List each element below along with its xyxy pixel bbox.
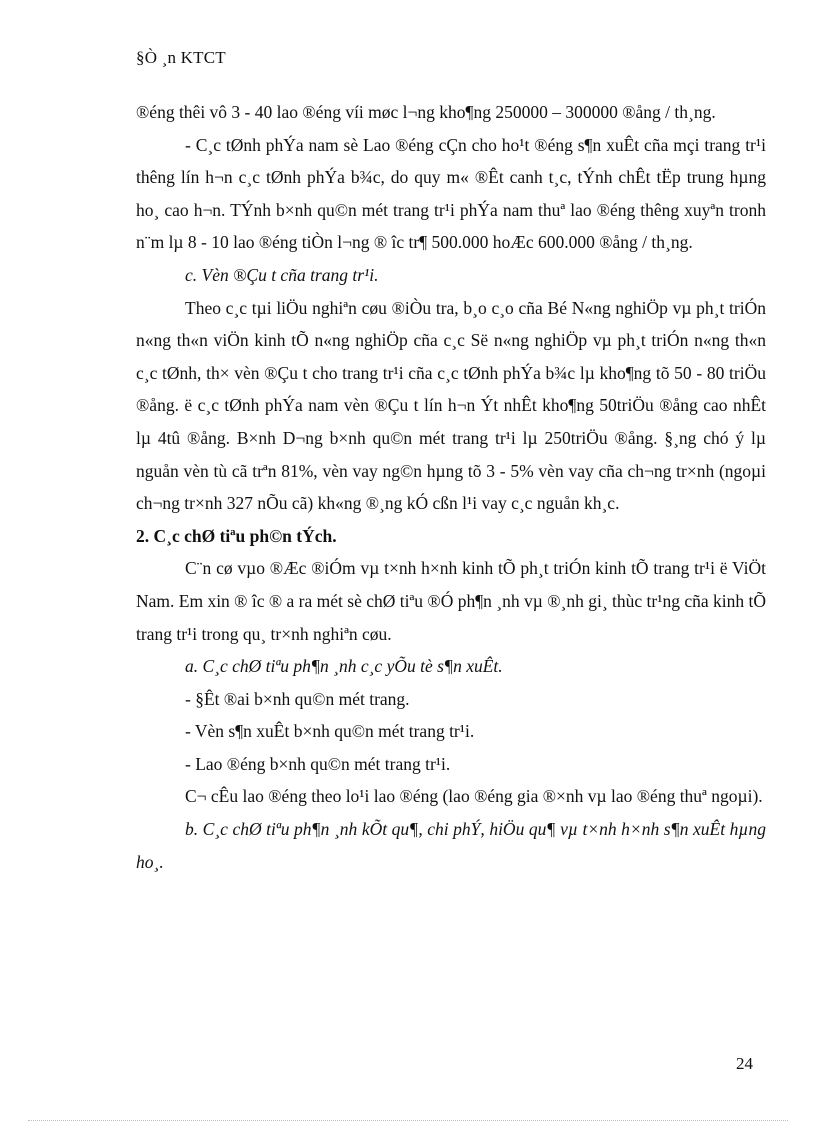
- list-item: - §Êt ®ai b×nh qu©n mét trang.: [185, 688, 410, 709]
- list-item: - Vèn s¶n xuÊt b×nh qu©n mét trang tr¹i.: [185, 721, 475, 742]
- list-item: - Lao ®éng b×nh qu©n mét trang tr¹i.: [185, 753, 451, 774]
- paragraph: ®éng thêi vô 3 - 40 lao ®éng víi møc l¬ng kho¶ng 250000 – 300000 ®ång / th¸ng.: [136, 102, 716, 122]
- section-subheading: b. C¸c chØ tiªu ph¶n ¸nh kÕt qu¶, chi phÝ, hiÖu qu¶ vµ t×nh h×nh s¶n xuÊt hµng ho¸.: [136, 819, 766, 872]
- paragraph: - C¸c tØnh phÝa nam sè Lao ®éng cÇn cho ho¹t ®éng s¶n xuÊt cña mçi trang tr¹i thêng lín h¬n c¸c tØnh phÝa b¾c, do quy m« ®Êt canh t¸c, tÝnh chÊt tËp trung hµng ho¸ cao h¬n. TÝnh b×nh qu©n mét trang tr¹i phÝa nam thuª lao ®éng thêng xuyªn tronh n¨m lµ 8 - 10 lao ®éng tiÒn l¬ng ® îc tr¶ 500.000 hoÆc 600.000 ®ång / th¸ng.: [136, 134, 766, 253]
- section-subheading: a. C¸c chØ tiªu ph¶n ¸nh c¸c yÕu tè s¶n xuÊt.: [185, 656, 503, 677]
- section-subheading: c. Vèn ®Çu t cña trang tr¹i.: [185, 264, 379, 285]
- section-heading: 2. C¸c chØ tiªu ph©n tÝch.: [136, 525, 337, 546]
- page-number: 24: [736, 1054, 753, 1073]
- footer-divider: [28, 1120, 788, 1121]
- paragraph: C¨n cø vµo ®Æc ®iÓm vµ t×nh h×nh kinh tÕ ph¸t triÓn kinh tÕ trang tr¹i ë ViÖt Nam. Em xin ® îc ® a ra mét sè chØ tiªu ®Ó ph¶n ¸nh vµ ®¸nh gi¸ thùc tr¹ng cña kinh tÕ trang tr¹i trong qu¸ tr×nh nghiªn cøu.: [136, 558, 766, 644]
- document-body: [136, 96, 766, 878]
- page-header: §Ò ¸n KTCT: [136, 48, 226, 67]
- paragraph: Theo c¸c tµi liÖu nghiªn cøu ®iÒu tra, b¸o c¸o cña Bé N«ng nghiÖp vµ ph¸t triÓn n«ng th«n viÖn kinh tÕ n«ng nghiÖp cña c¸c Së n«ng nghiÖp vµ ph¸t triÓn n«ng th«n c¸c tØnh, th× vèn ®Çu t cho trang tr¹i cña c¸c tØnh phÝa b¾c lµ kho¶ng tõ 50 - 80 triÖu ®ång. ë c¸c tØnh phÝa nam vèn ®Çu t lín h¬n Ýt nhÊt kho¶ng 50triÖu ®ång cao nhÊt lµ 4tû ®ång. B×nh D¬ng b×nh qu©n mét trang tr¹i lµ 250triÖu ®ång. §¸ng chó ý lµ nguån vèn tù cã trªn 81%, vèn vay ng©n hµng tõ 3 - 5% vèn vay cña ch¬ng tr×nh (ngoµi ch¬ng tr×nh 327 nÕu cã) kh«ng ®¸ng kÓ cßn l¹i vay c¸c nguån kh¸c.: [136, 297, 766, 514]
- paragraph: C¬ cÊu lao ®éng theo lo¹i lao ®éng (lao ®éng gia ®×nh vµ lao ®éng thuª ngoµi).: [185, 786, 763, 807]
